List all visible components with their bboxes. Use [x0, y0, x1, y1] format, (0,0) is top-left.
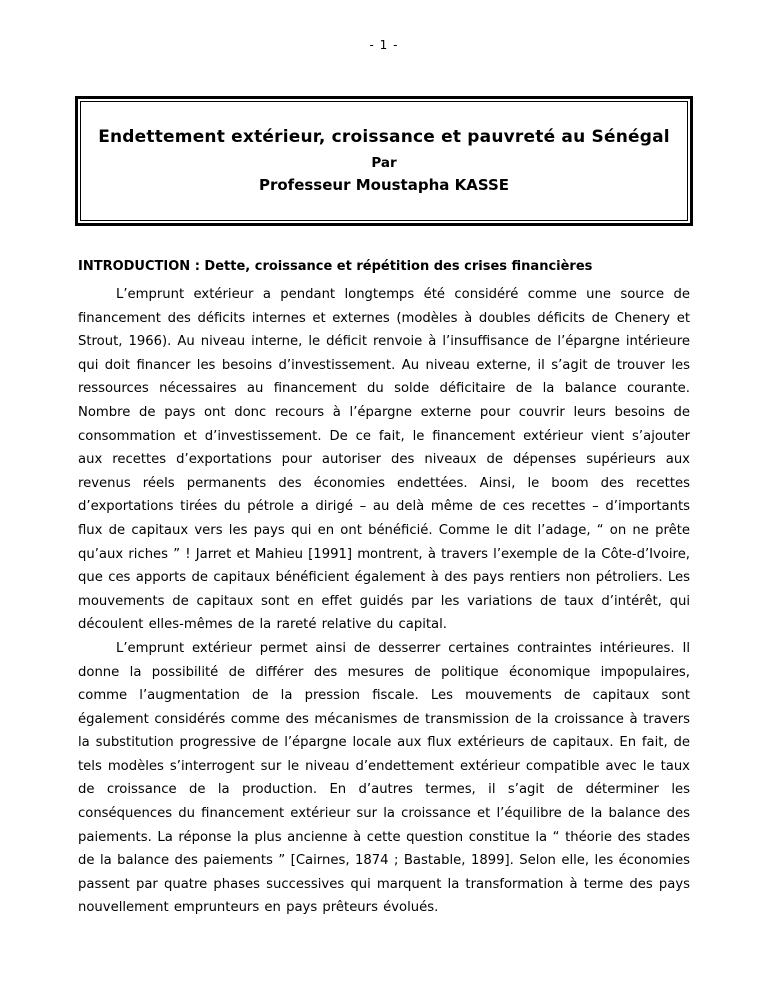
title-box-inner	[80, 101, 688, 221]
document-body	[78, 258, 690, 920]
byline: Par	[371, 155, 397, 171]
paragraph-1: L’emprunt extérieur a pendant longtemps été considéré comme une source de financement des déficits internes et externes (modèles à doubles déficits de Chenery et Strout, 1966). Au niveau interne, le déficit renvoie à l’insuffisance de l’épargne intérieure qui doit financer les besoins d’investissement. Au niveau externe, il s’agit de trouver les ressources nécessaires au financement du solde déficitaire de la balance courante. Nombre de pays ont donc recours à l’épargne externe pour couvrir leurs besoins de consommation et d’investissement. De ce fait, le financement extérieur vient s’ajouter aux recettes d’exportations pour autoriser des niveaux de dépenses supérieurs aux revenus réels permanents des économies endettées. Ainsi, le boom des recettes d’exportations tirées du pétrole a dirigé – au delà même de ces recettes – d’importants flux de capitaux vers les pays qui en ont bénéficié. Comme le dit l’adage, “ on ne prête qu’aux riches ” ! Jarret et Mahieu [1991] montrent, à travers l’exemple de la Côte-d’Ivoire, que ces apports de capitaux bénéficient également à des pays rentiers non pétroliers. Les mouvements de capitaux sont en effet guidés par les variations de taux d’intérêt, qui découlent elles-mêmes de la rareté relative du capital.	[78, 287, 690, 633]
author-name: Professeur Moustapha KASSE	[258, 176, 510, 194]
document-title: Endettement extérieur, croissance et pauvreté au Sénégal	[98, 127, 670, 147]
title-box	[75, 96, 693, 226]
paragraph-2: L’emprunt extérieur permet ainsi de desserrer certaines contraintes intérieures. Il donne la possibilité de différer des mesures de politique économique impopulaires, comme l’augmentation de la pression fiscale. Les mouvements de capitaux sont également considérés comme des mécanismes de transmission de la croissance à travers la substitution progressive de l’épargne locale aux flux extérieurs de capitaux. En fait, de tels modèles s’interrogent sur le niveau d’endettement extérieur compatible avec le taux de croissance de la production. En d’autres termes, il s’agit de déterminer les conséquences du financement extérieur sur la croissance et l’équilibre de la balance des paiements. La réponse la plus ancienne à cette question constitue la “ théorie des stades de la balance des paiements ” [Cairnes, 1874 ; Bastable, 1899]. Selon elle, les économies passent par quatre phases successives qui marquent la transformation à terme des pays nouvellement emprunteurs en pays prêteurs évolués.	[78, 640, 690, 916]
section-heading-introduction: INTRODUCTION : Dette, croissance et répétition des crises financières	[78, 259, 593, 274]
page-number: - 1 -	[369, 38, 399, 52]
